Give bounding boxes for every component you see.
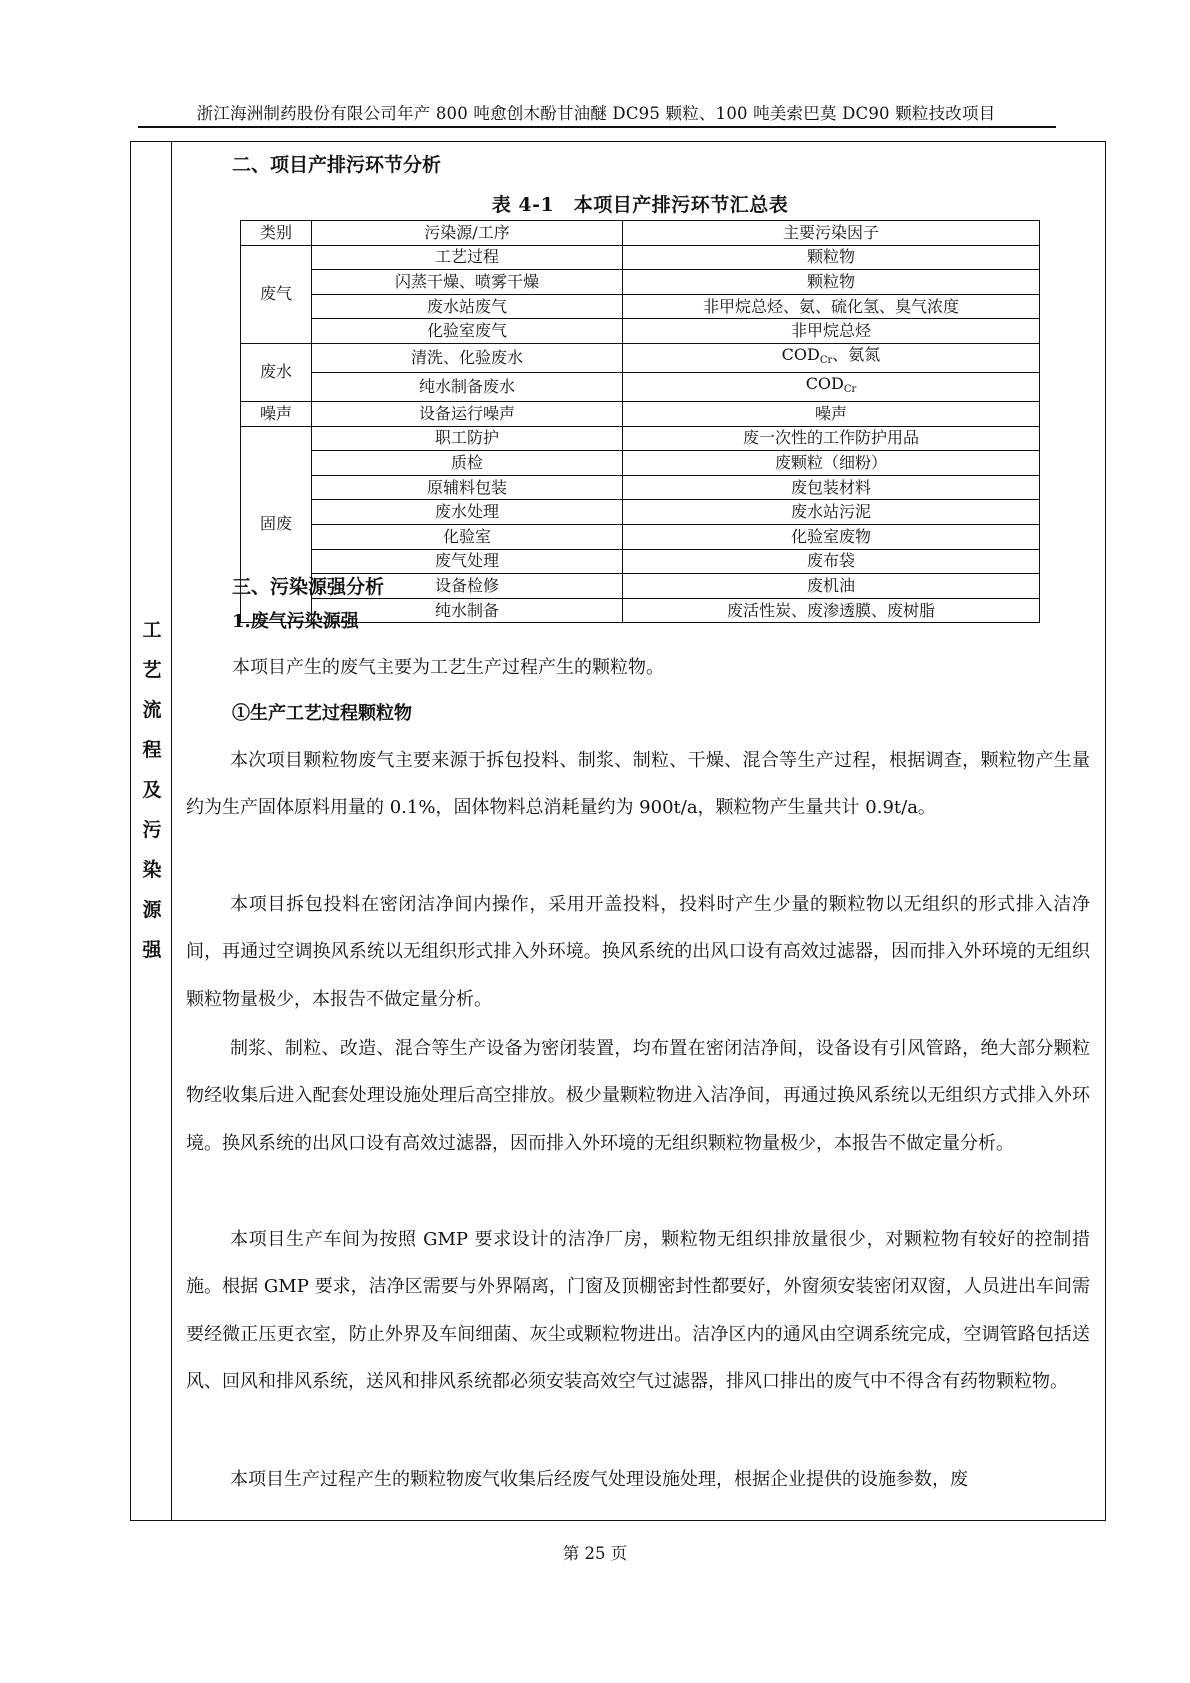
category-cell: 固废 <box>241 426 312 623</box>
table-row <box>241 500 1040 525</box>
source-cell: 废气处理 <box>312 549 623 574</box>
table-row <box>241 401 1040 426</box>
source-cell: 纯水制备 <box>312 598 623 623</box>
table-row <box>241 426 1040 451</box>
paragraph: 本项目拆包投料在密闭洁净间内操作，采用开盖投料，投料时产生少量的颗粒物以无组织的形式排入洁净间，再通过空调换风系统以无组织形式排入外环境。换风系统的出风口设有高效过滤器，因而排入外环境的无组织颗粒物量极少，本报告不做定量分析。 <box>186 894 1090 1010</box>
subsection-title: ①生产工艺过程颗粒物 <box>232 703 412 724</box>
paragraph: 本项目生产车间为按照 GMP 要求设计的洁净厂房，颗粒物无组织排放量很少，对颗粒物有较好的控制措施。根据 GMP 要求，洁净区需要与外界隔离，门窗及顶棚密封性都要好，外窗须安装密闭双窗，人员进出车间需要经微正压更衣室，防止外界及车间细菌、灰尘或颗粒物进出。洁净区内的通风由空调系统完成，空调管路包括送风、回风和排风系统，送风和排风系统都必须安装高效空气过滤器，排风口排出的废气中不得含有药物颗粒物。 <box>186 1229 1090 1392</box>
source-cell: 工艺过程 <box>312 245 623 270</box>
source-cell: 设备检修 <box>312 574 623 599</box>
paragraph: 本次项目颗粒物废气主要来源于拆包投料、制浆、制粒、干燥、混合等生产过程，根据调查，颗粒物产生量约为生产固体原料用量的 0.1%，固体物料总消耗量约为 900t/a，颗粒物产生量共计 0.9t/a。 <box>186 750 1090 819</box>
table-row <box>241 270 1040 295</box>
side-char: 及 <box>142 779 162 801</box>
factor-cell: 废布袋 <box>623 549 1040 574</box>
section-2-title: 二、项目产排污环节分析 <box>232 154 442 176</box>
table-row <box>241 372 1040 401</box>
factor-text: COD <box>805 373 844 393</box>
category-cell: 噪声 <box>241 401 312 426</box>
table-row <box>241 245 1040 270</box>
table-row <box>241 319 1040 344</box>
subsection-title: 1.废气污染源强 <box>232 611 359 632</box>
factor-cell: 废活性炭、废渗透膜、废树脂 <box>623 598 1040 623</box>
factor-cell: 非甲烷总烃、氨、硫化氢、臭气浓度 <box>623 294 1040 319</box>
factor-cell: 废机油 <box>623 574 1040 599</box>
factor-cell: 噪声 <box>623 401 1040 426</box>
source-cell: 设备运行噪声 <box>312 401 623 426</box>
table-row <box>241 524 1040 549</box>
source-cell: 职工防护 <box>312 426 623 451</box>
column-header: 类别 <box>241 221 312 246</box>
factor-cell: 非甲烷总烃 <box>623 319 1040 344</box>
source-cell: 化验室废气 <box>312 319 623 344</box>
paragraph: 本项目生产过程产生的颗粒物废气收集后经废气处理设施处理，根据企业提供的设施参数，废 <box>230 1469 968 1490</box>
factor-subscript: Cr <box>819 354 833 366</box>
factor-cell <box>623 343 1040 372</box>
source-cell: 废水站废气 <box>312 294 623 319</box>
factor-cell: 化验室废物 <box>623 524 1040 549</box>
paragraph: 制浆、制粒、改造、混合等生产设备为密闭装置，均布置在密闭洁净间，设备设有引风管路，绝大部分颗粒物经收集后进入配套处理设施处理后高空排放。极少量颗粒物进入洁净间，再通过换风系统以无组织方式排入外环境。换风系统的出风口设有高效过滤器，因而排入外环境的无组织颗粒物量极少，本报告不做定量分析。 <box>186 1038 1090 1154</box>
side-label <box>142 610 162 970</box>
table-header-row <box>241 221 1040 246</box>
side-char: 流 <box>142 699 162 721</box>
source-cell: 质检 <box>312 451 623 476</box>
side-char: 艺 <box>142 659 162 681</box>
table-row <box>241 294 1040 319</box>
factor-cell: 废颗粒（细粉） <box>623 451 1040 476</box>
pollution-table-body <box>241 221 1040 623</box>
page-number: 第 25 页 <box>562 1544 628 1563</box>
source-cell: 化验室 <box>312 524 623 549</box>
side-char: 源 <box>142 899 162 921</box>
table-row <box>241 475 1040 500</box>
table-row <box>241 451 1040 476</box>
side-char: 强 <box>142 939 162 961</box>
source-cell: 废水处理 <box>312 500 623 525</box>
category-cell: 废水 <box>241 343 312 401</box>
header-rule <box>138 126 1056 128</box>
factor-tail: 、氨氮 <box>832 344 881 364</box>
paragraph: 本项目产生的废气主要为工艺生产过程产生的颗粒物。 <box>232 657 664 678</box>
source-cell: 闪蒸干燥、喷雾干燥 <box>312 270 623 295</box>
factor-text: COD <box>781 344 820 364</box>
factor-cell: 颗粒物 <box>623 245 1040 270</box>
side-char: 工 <box>142 619 162 641</box>
table-caption: 表 4-1 本项目产排污环节汇总表 <box>491 194 789 216</box>
category-cell: 废气 <box>241 245 312 343</box>
factor-cell: 废包装材料 <box>623 475 1040 500</box>
side-char: 程 <box>142 739 162 761</box>
source-cell: 纯水制备废水 <box>312 372 623 401</box>
factor-cell <box>623 372 1040 401</box>
factor-subscript: Cr <box>843 383 857 395</box>
section-3-title: 三、污染源强分析 <box>232 576 385 598</box>
document-header: 浙江海洲制药股份有限公司年产 800 吨愈创木酚甘油醚 DC95 颗粒、100 吨美索巴莫 DC90 颗粒技改项目 <box>196 104 996 123</box>
source-cell: 原辅料包装 <box>312 475 623 500</box>
factor-cell: 颗粒物 <box>623 270 1040 295</box>
factor-cell: 废一次性的工作防护用品 <box>623 426 1040 451</box>
pollution-table <box>240 220 1040 623</box>
column-header: 污染源/工序 <box>312 221 623 246</box>
table-row <box>241 549 1040 574</box>
side-char: 污 <box>142 819 162 841</box>
source-cell: 清洗、化验废水 <box>312 343 623 372</box>
column-header: 主要污染因子 <box>623 221 1040 246</box>
table-row <box>241 343 1040 372</box>
side-char: 染 <box>142 859 162 881</box>
factor-cell: 废水站污泥 <box>623 500 1040 525</box>
